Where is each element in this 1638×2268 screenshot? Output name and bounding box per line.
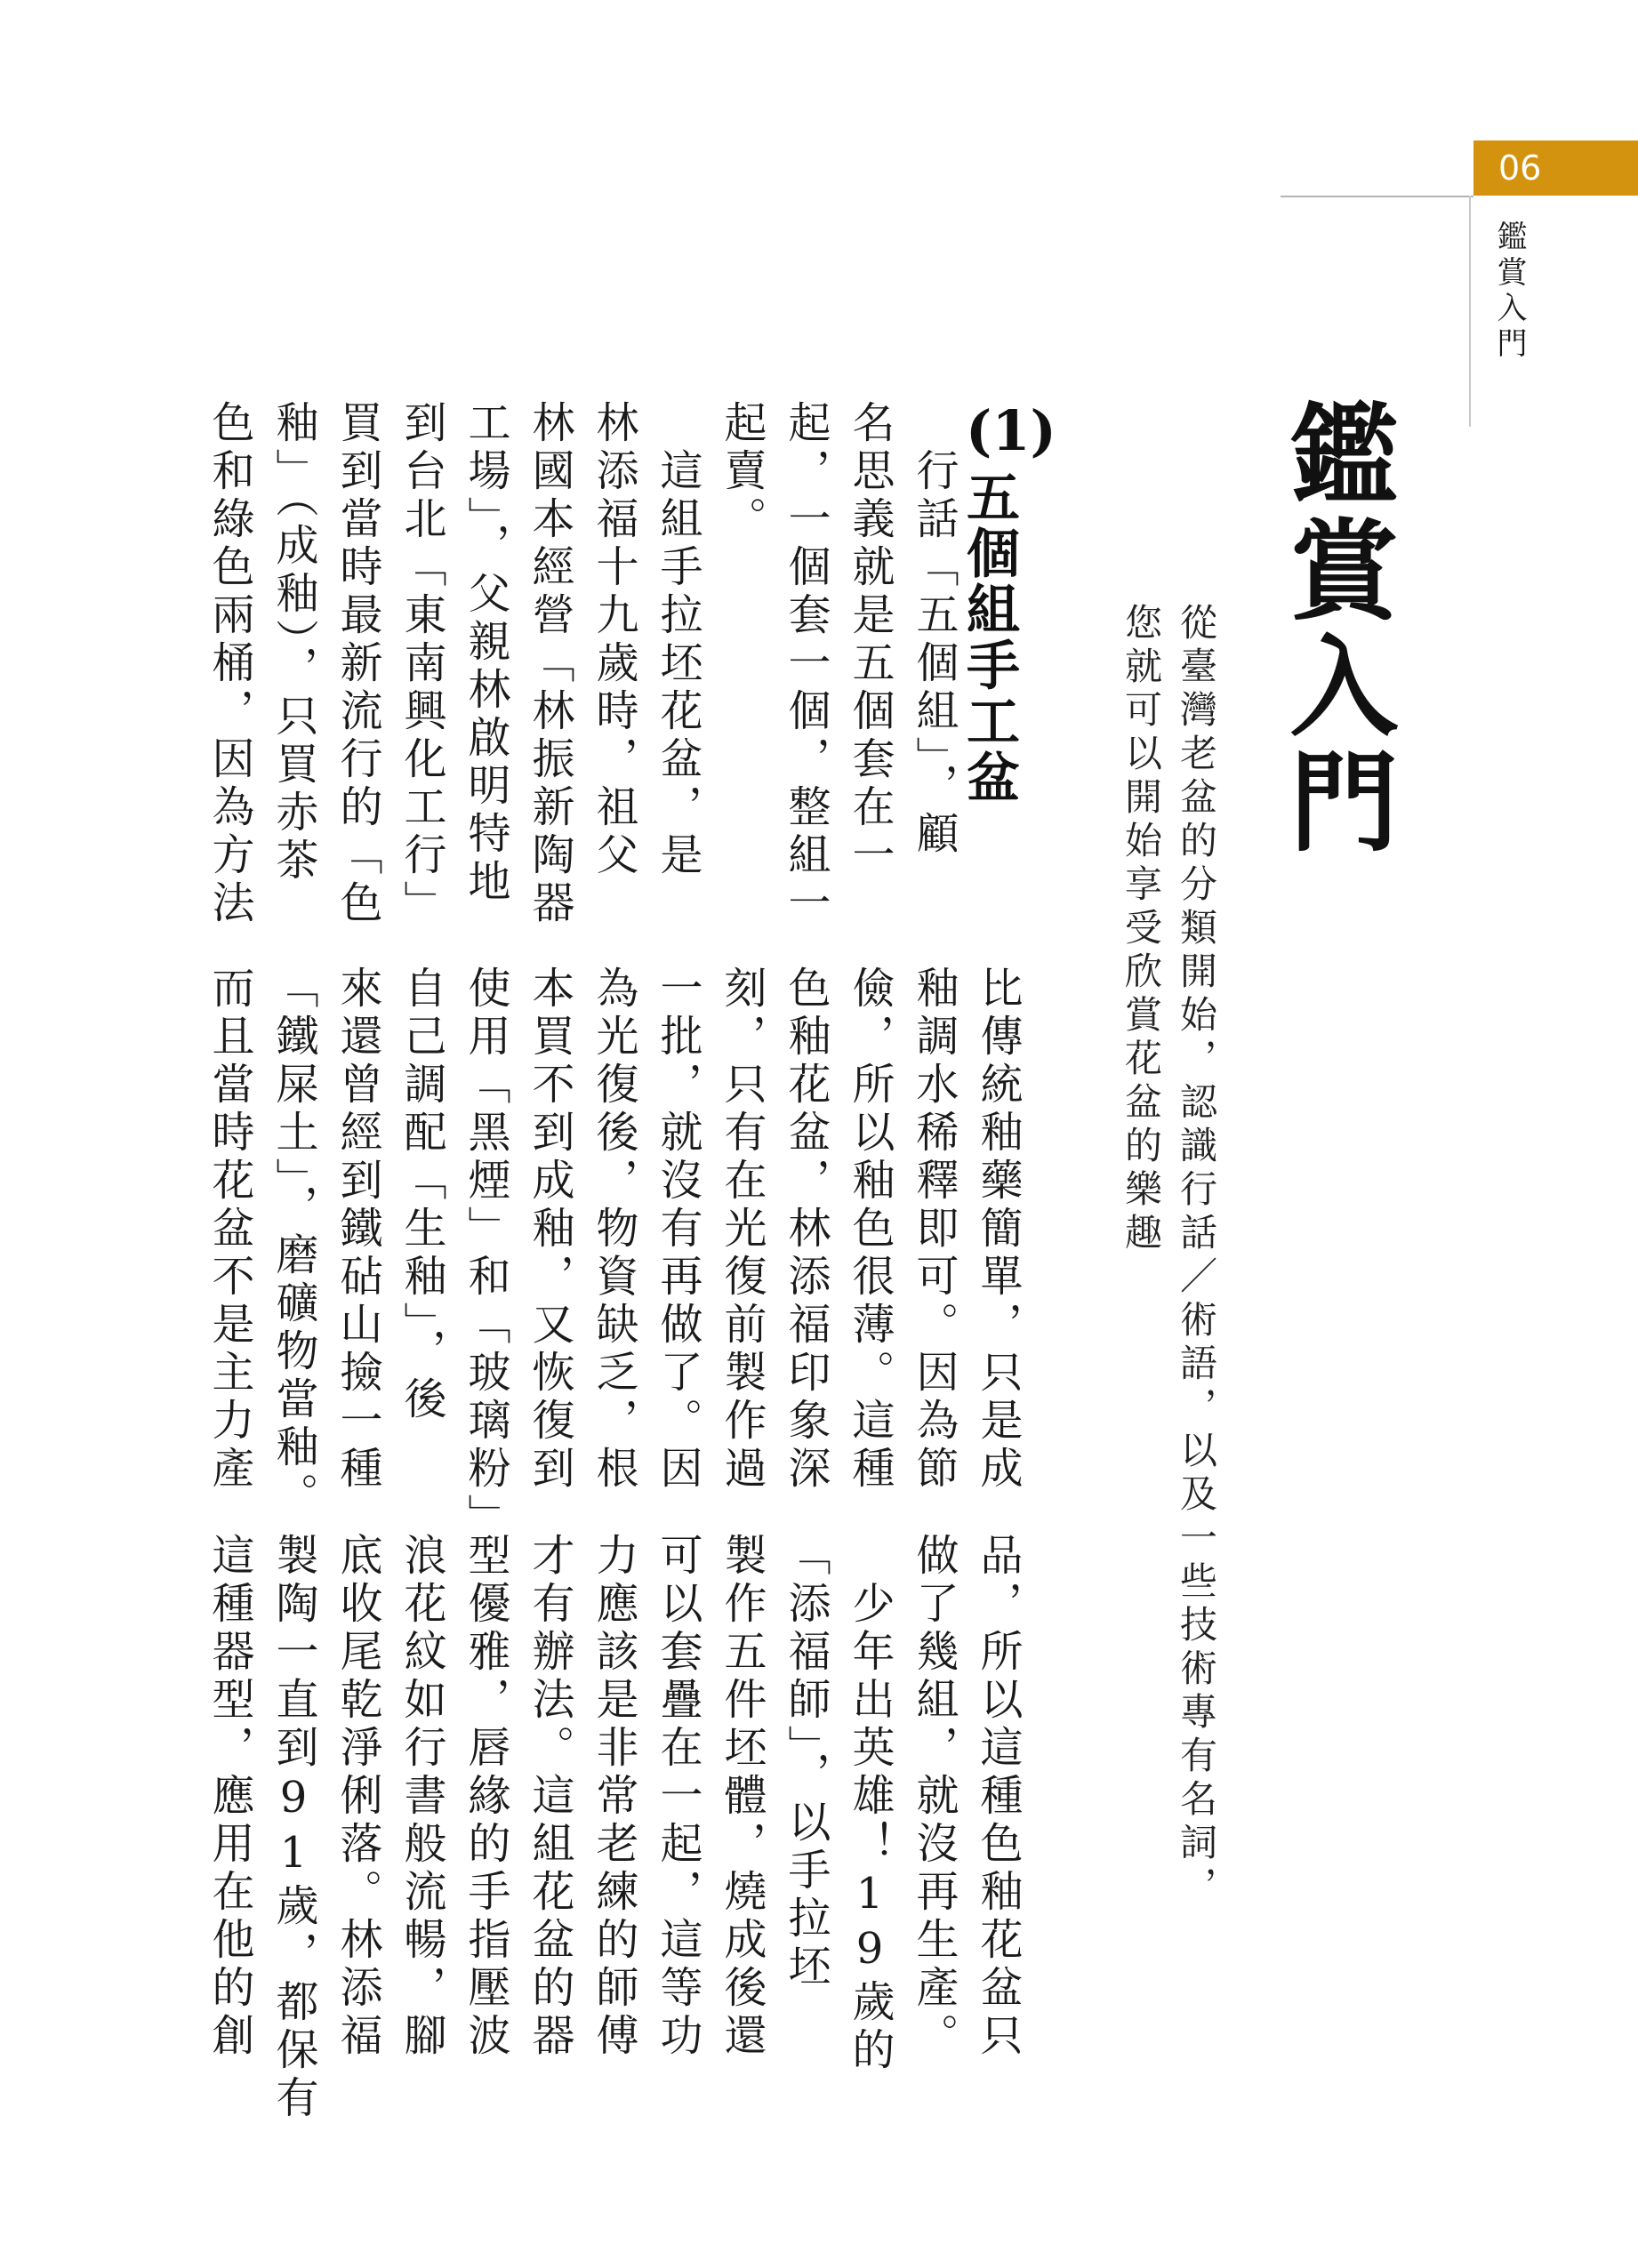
chapter-subtitle: 從臺灣老盆的分類開始，認識行話／術語，以及一些技術專有名詞， 您就可以開始享受欣賞花盆的樂趣 — [1120, 603, 1218, 1910]
running-section-label: 鑑賞入門 — [1491, 220, 1527, 363]
page-number-tab — [1473, 140, 1638, 196]
body-text-top-block: 行話「五個組」，顧 名思義就是五個套在一 起，一個套一個，整組一 起賣。 這組手拉坯花盆，是 林添福十九歲時，祖父 林國本經營「林振新陶器 工場」，父親林啟明特地 到台北「東南興化工行」 買到當時最新流行的「色 釉」（成釉），只買赤茶 色和綠色兩桶，因為方法 — [205, 400, 959, 928]
chapter-title: 鑑賞入門 — [1272, 398, 1398, 861]
section-number: (1) — [966, 398, 1056, 463]
body-text-middle-block: 比傳統釉藥簡單，只是成 釉調水稀釋即可。因為節 儉，所以釉色很薄。這種 色釉花盆，林添福印象深 刻，只有在光復前製作過 一批，就沒有再做了。因 為光復後，物資缺乏，根 本買不到成釉，又恢復到 使用「黑煙」和「玻璃粉」 自己調配「生釉」，後 來還曾經到鐵砧山撿一種 「鐵屎土」，磨礦物當釉。 而且當時花盆不是主力產 — [205, 966, 1023, 1542]
page-number: 06 — [1498, 148, 1542, 188]
side-rule — [1469, 196, 1471, 427]
body-text-bottom-block: 品，所以這種色釉花盆只 做了幾組，就沒再生產。 少年出英雄！19歲的 「添福師」，以手拉坯 製作五件坯體，燒成後還 可以套疊在一起，這等功 力應該是非常老練的師傅 才有辦法。這組花盆的器 型優雅，唇緣的手指壓波 浪花紋如行書般流暢，腳 底收尾乾淨俐落。林添福 製陶一直到91歲，都保有 這種器型，應用在他的創 — [205, 1533, 1023, 2123]
header-rule — [1281, 196, 1473, 197]
section-title: 五個組手工盆 — [958, 469, 1020, 805]
